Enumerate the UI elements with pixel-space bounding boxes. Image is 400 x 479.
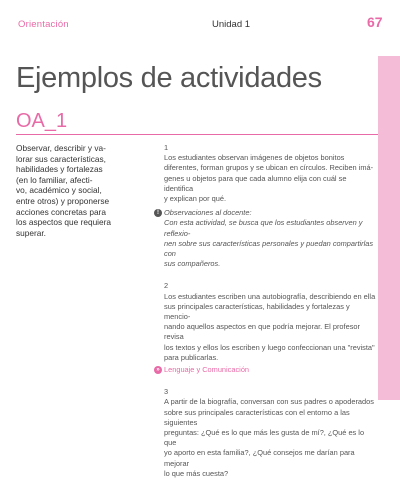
activity-line: yo aporto en esta familia?, ¿Qué consejos me darían para mejorar bbox=[164, 448, 355, 468]
objective-line: habilidades y fortalezas bbox=[16, 164, 103, 175]
page-title: Ejemplos de actividades bbox=[16, 62, 322, 94]
objective-line: acciones concretas para bbox=[16, 206, 106, 217]
activity-line: A partir de la biografía, conversan con sus padres o apoderados bbox=[164, 397, 374, 407]
activity-line: Los estudiantes observan imágenes de objetos bonitos bbox=[164, 153, 345, 163]
objective-line: vo, académico y social, bbox=[16, 185, 102, 196]
observations-block bbox=[157, 208, 376, 269]
header-section: Orientación bbox=[18, 19, 69, 30]
observations-label: Observaciones al docente: bbox=[164, 208, 252, 218]
subject-link[interactable] bbox=[156, 365, 376, 375]
objective-line: (en lo familiar, afecti- bbox=[16, 174, 93, 185]
observation-line: Con esta actividad, se busca que los estudiantes observen y reflexio- bbox=[164, 218, 363, 238]
activity-line: para publicarlas. bbox=[164, 352, 219, 362]
activity-line: diferentes, forman grupos y se ubican en círculos. Reciben imá- bbox=[164, 163, 374, 173]
subject-link-label: Lenguaje y Comunicación bbox=[164, 365, 250, 375]
objective-line: entre otros) y proponerse bbox=[16, 195, 110, 206]
header-unit: Unidad 1 bbox=[212, 19, 251, 30]
activity-number: 3 bbox=[164, 387, 169, 397]
activity-number: 2 bbox=[164, 281, 169, 291]
activity-line: sus principales características, habilidades y fortalezas y mencio- bbox=[164, 301, 350, 322]
activity-line: lo que más cuesta? bbox=[164, 468, 229, 478]
objective-line: los aspectos que requiera bbox=[16, 217, 112, 228]
activity-1 bbox=[164, 143, 376, 204]
activity-line: Los estudiantes escriben una autobiografía, describiendo en ella bbox=[164, 291, 376, 301]
side-tab bbox=[378, 56, 400, 400]
link-icon: » bbox=[154, 366, 162, 374]
oa-code: OA_1 bbox=[16, 110, 68, 132]
objective-line: Observar, describir y va- bbox=[16, 143, 106, 153]
activity-line: sobre sus principales características con el entorno a las siguientes bbox=[164, 407, 350, 427]
objective-line: superar. bbox=[16, 227, 46, 238]
activity-line: y explican por qué. bbox=[164, 194, 227, 204]
objective-line: lorar sus características, bbox=[16, 153, 106, 164]
activity-line: nando aquellos aspectos en que podría mejorar. El profesor revisa bbox=[164, 322, 360, 342]
objective-text bbox=[16, 143, 156, 238]
activities-column bbox=[156, 143, 376, 479]
activity-line: genes u objetos para que cada alumno elija con cuál se identifica bbox=[164, 173, 347, 193]
activity-3 bbox=[164, 387, 376, 479]
observation-line: sus compañeros. bbox=[164, 259, 221, 269]
activity-number: 1 bbox=[164, 143, 169, 152]
oa-divider bbox=[16, 134, 378, 135]
observation-icon: ! bbox=[154, 209, 162, 217]
page-number: 67 bbox=[367, 14, 383, 30]
activity-2 bbox=[164, 281, 376, 363]
activity-line: los textos y ellos los escriben y luego confeccionan una "revista" bbox=[164, 342, 375, 352]
observation-line: nen sobre sus características personales y puedan compartirlas con bbox=[164, 238, 374, 259]
activity-line: preguntas: ¿Qué es lo que más les gusta de mí?, ¿Qué es lo que bbox=[164, 428, 365, 448]
